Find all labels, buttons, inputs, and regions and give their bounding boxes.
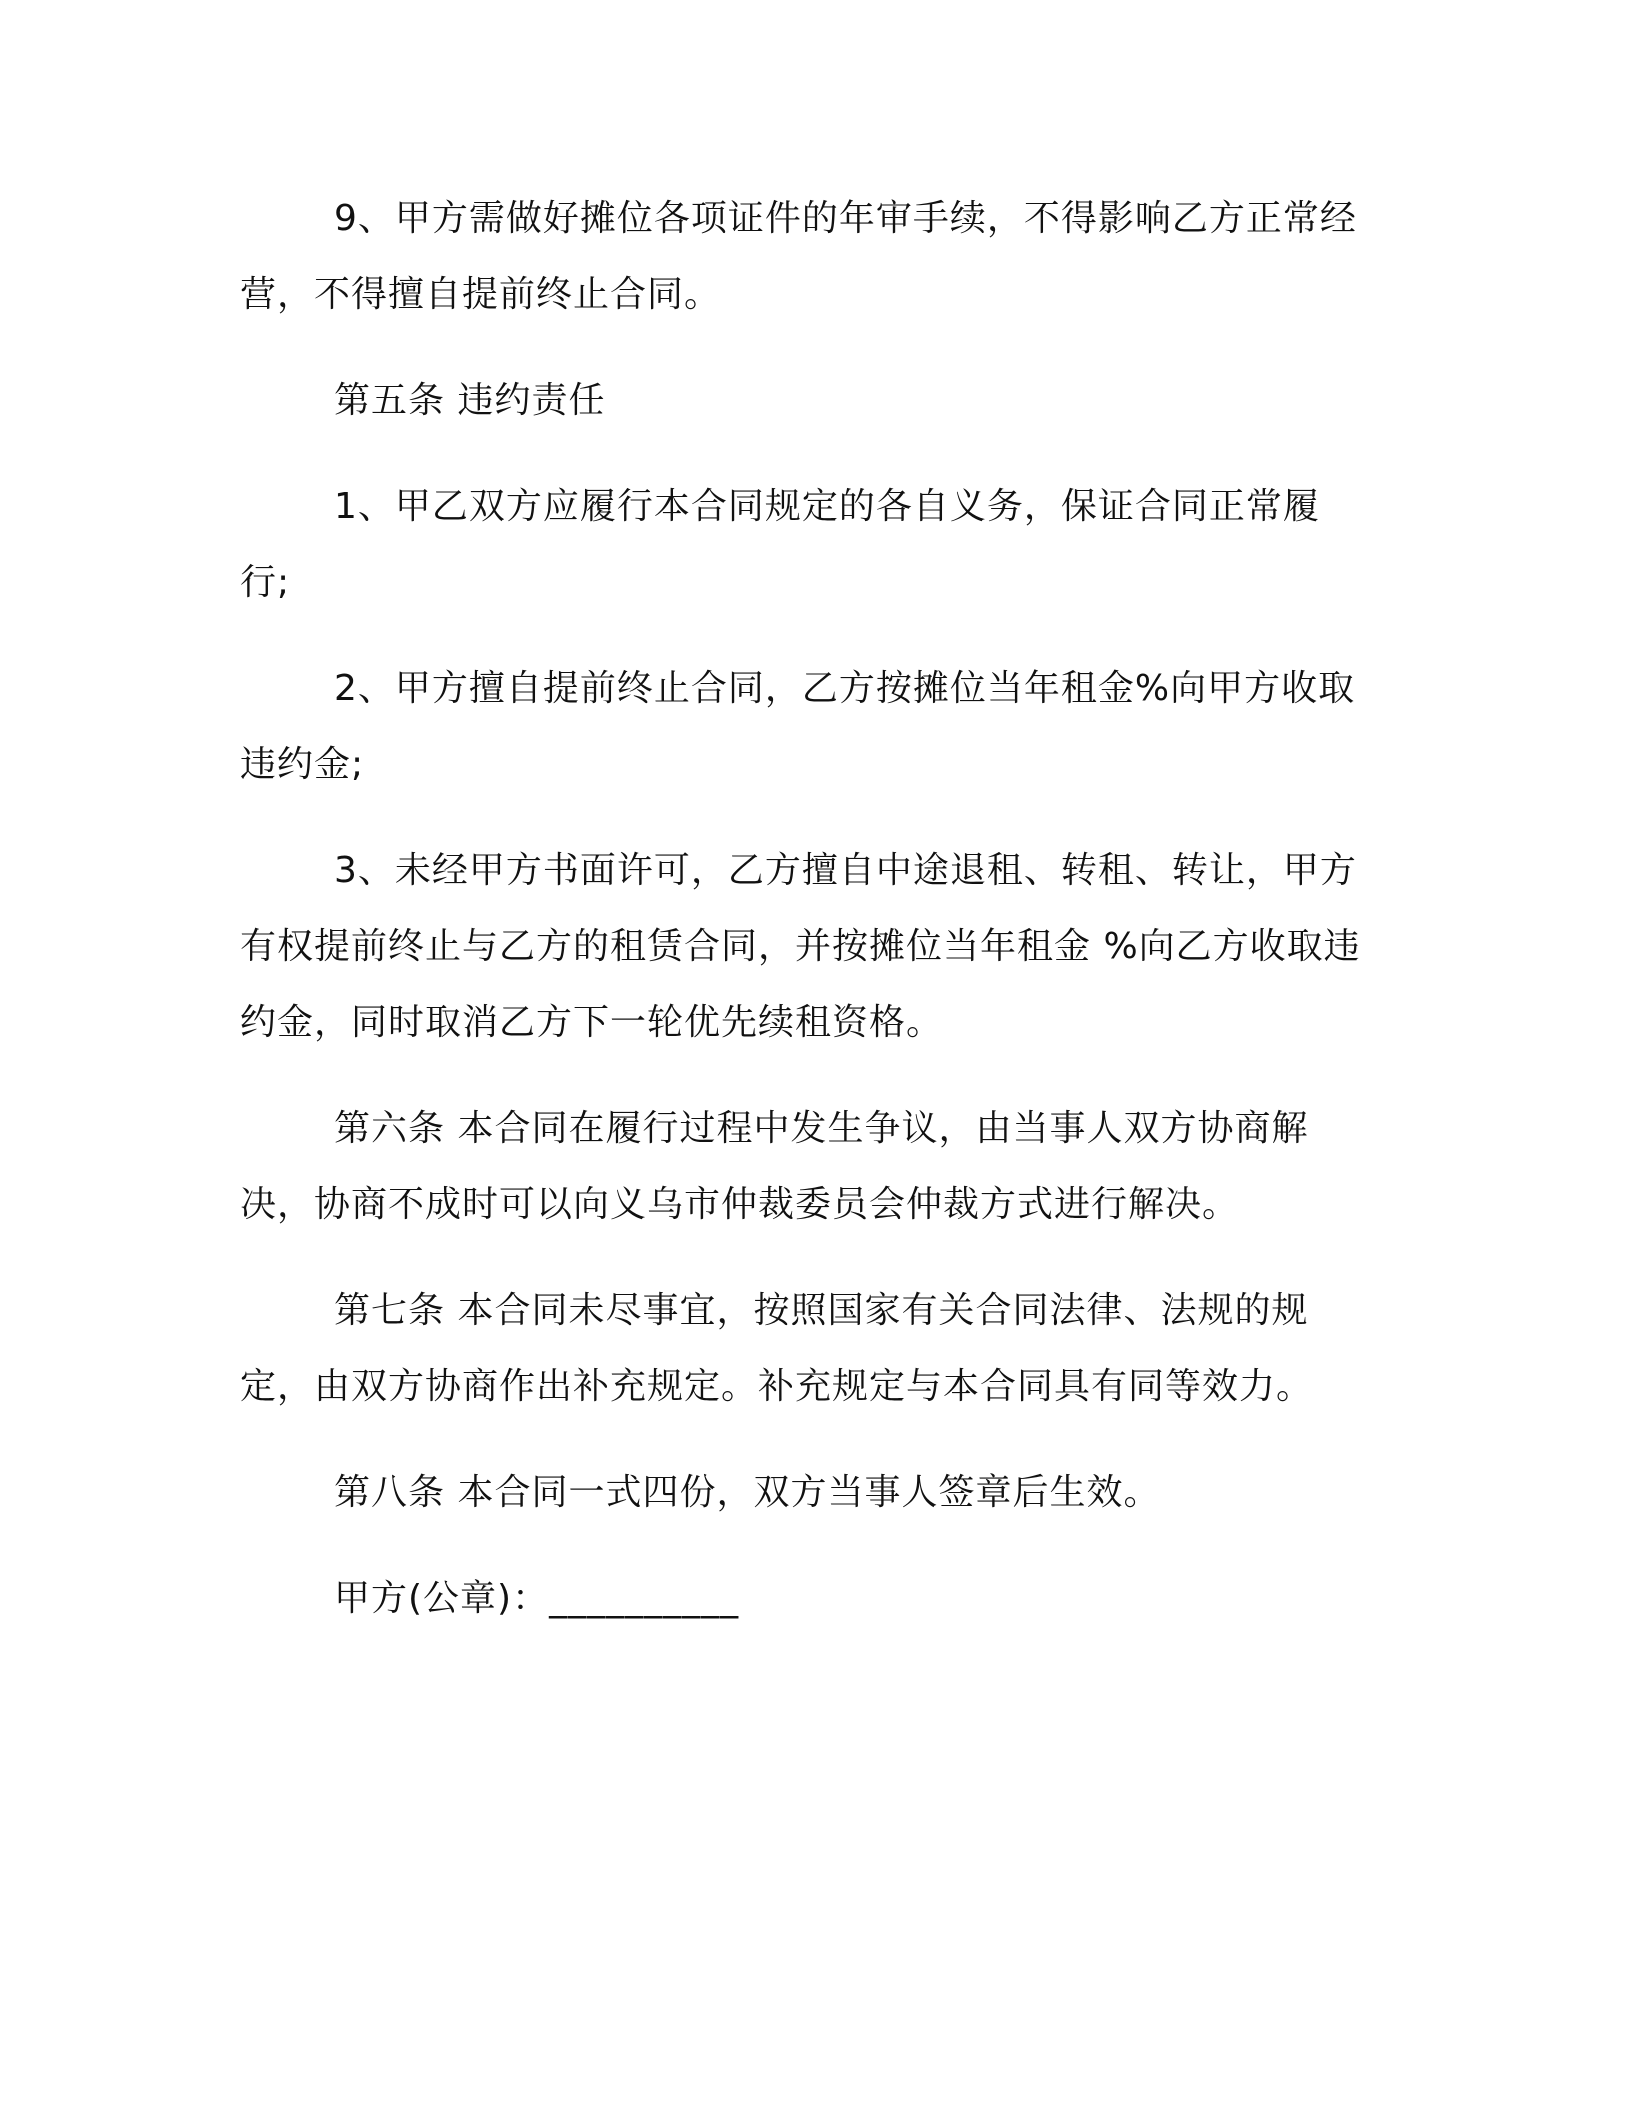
- article-7: 第七条 本合同未尽事宜，按照国家有关合同法律、法规的规定，由双方协商作出补充规定。补充规定与本合同具有同等效力。: [240, 1290, 1314, 1407]
- party-a-seal-line: 甲方(公章)：__________: [334, 1578, 740, 1619]
- article-5-item-1: 1、甲乙双方应履行本合同规定的各自义务，保证合同正常履行;: [240, 486, 1320, 603]
- article-8: 第八条 本合同一式四份，双方当事人签章后生效。: [334, 1472, 1161, 1513]
- article-5-item-3: 3、未经甲方书面许可，乙方擅自中途退租、转租、转让，甲方有权提前终止与乙方的租赁合同，并按摊位当年租金 %向乙方收取违约金，同时取消乙方下一轮优先续租资格。: [240, 850, 1361, 1043]
- clause-4-item-9: 9、甲方需做好摊位各项证件的年审手续，不得影响乙方正常经营，不得擅自提前终止合同。: [240, 198, 1357, 315]
- article-6: 第六条 本合同在履行过程中发生争议，由当事人双方协商解决，协商不成时可以向义乌市仲裁委员会仲裁方式进行解决。: [240, 1108, 1309, 1225]
- document-body: [240, 181, 1370, 1667]
- article-5-item-2: 2、甲方擅自提前终止合同，乙方按摊位当年租金%向甲方收取违约金;: [240, 668, 1356, 785]
- article-5-heading: 第五条 违约责任: [334, 380, 606, 421]
